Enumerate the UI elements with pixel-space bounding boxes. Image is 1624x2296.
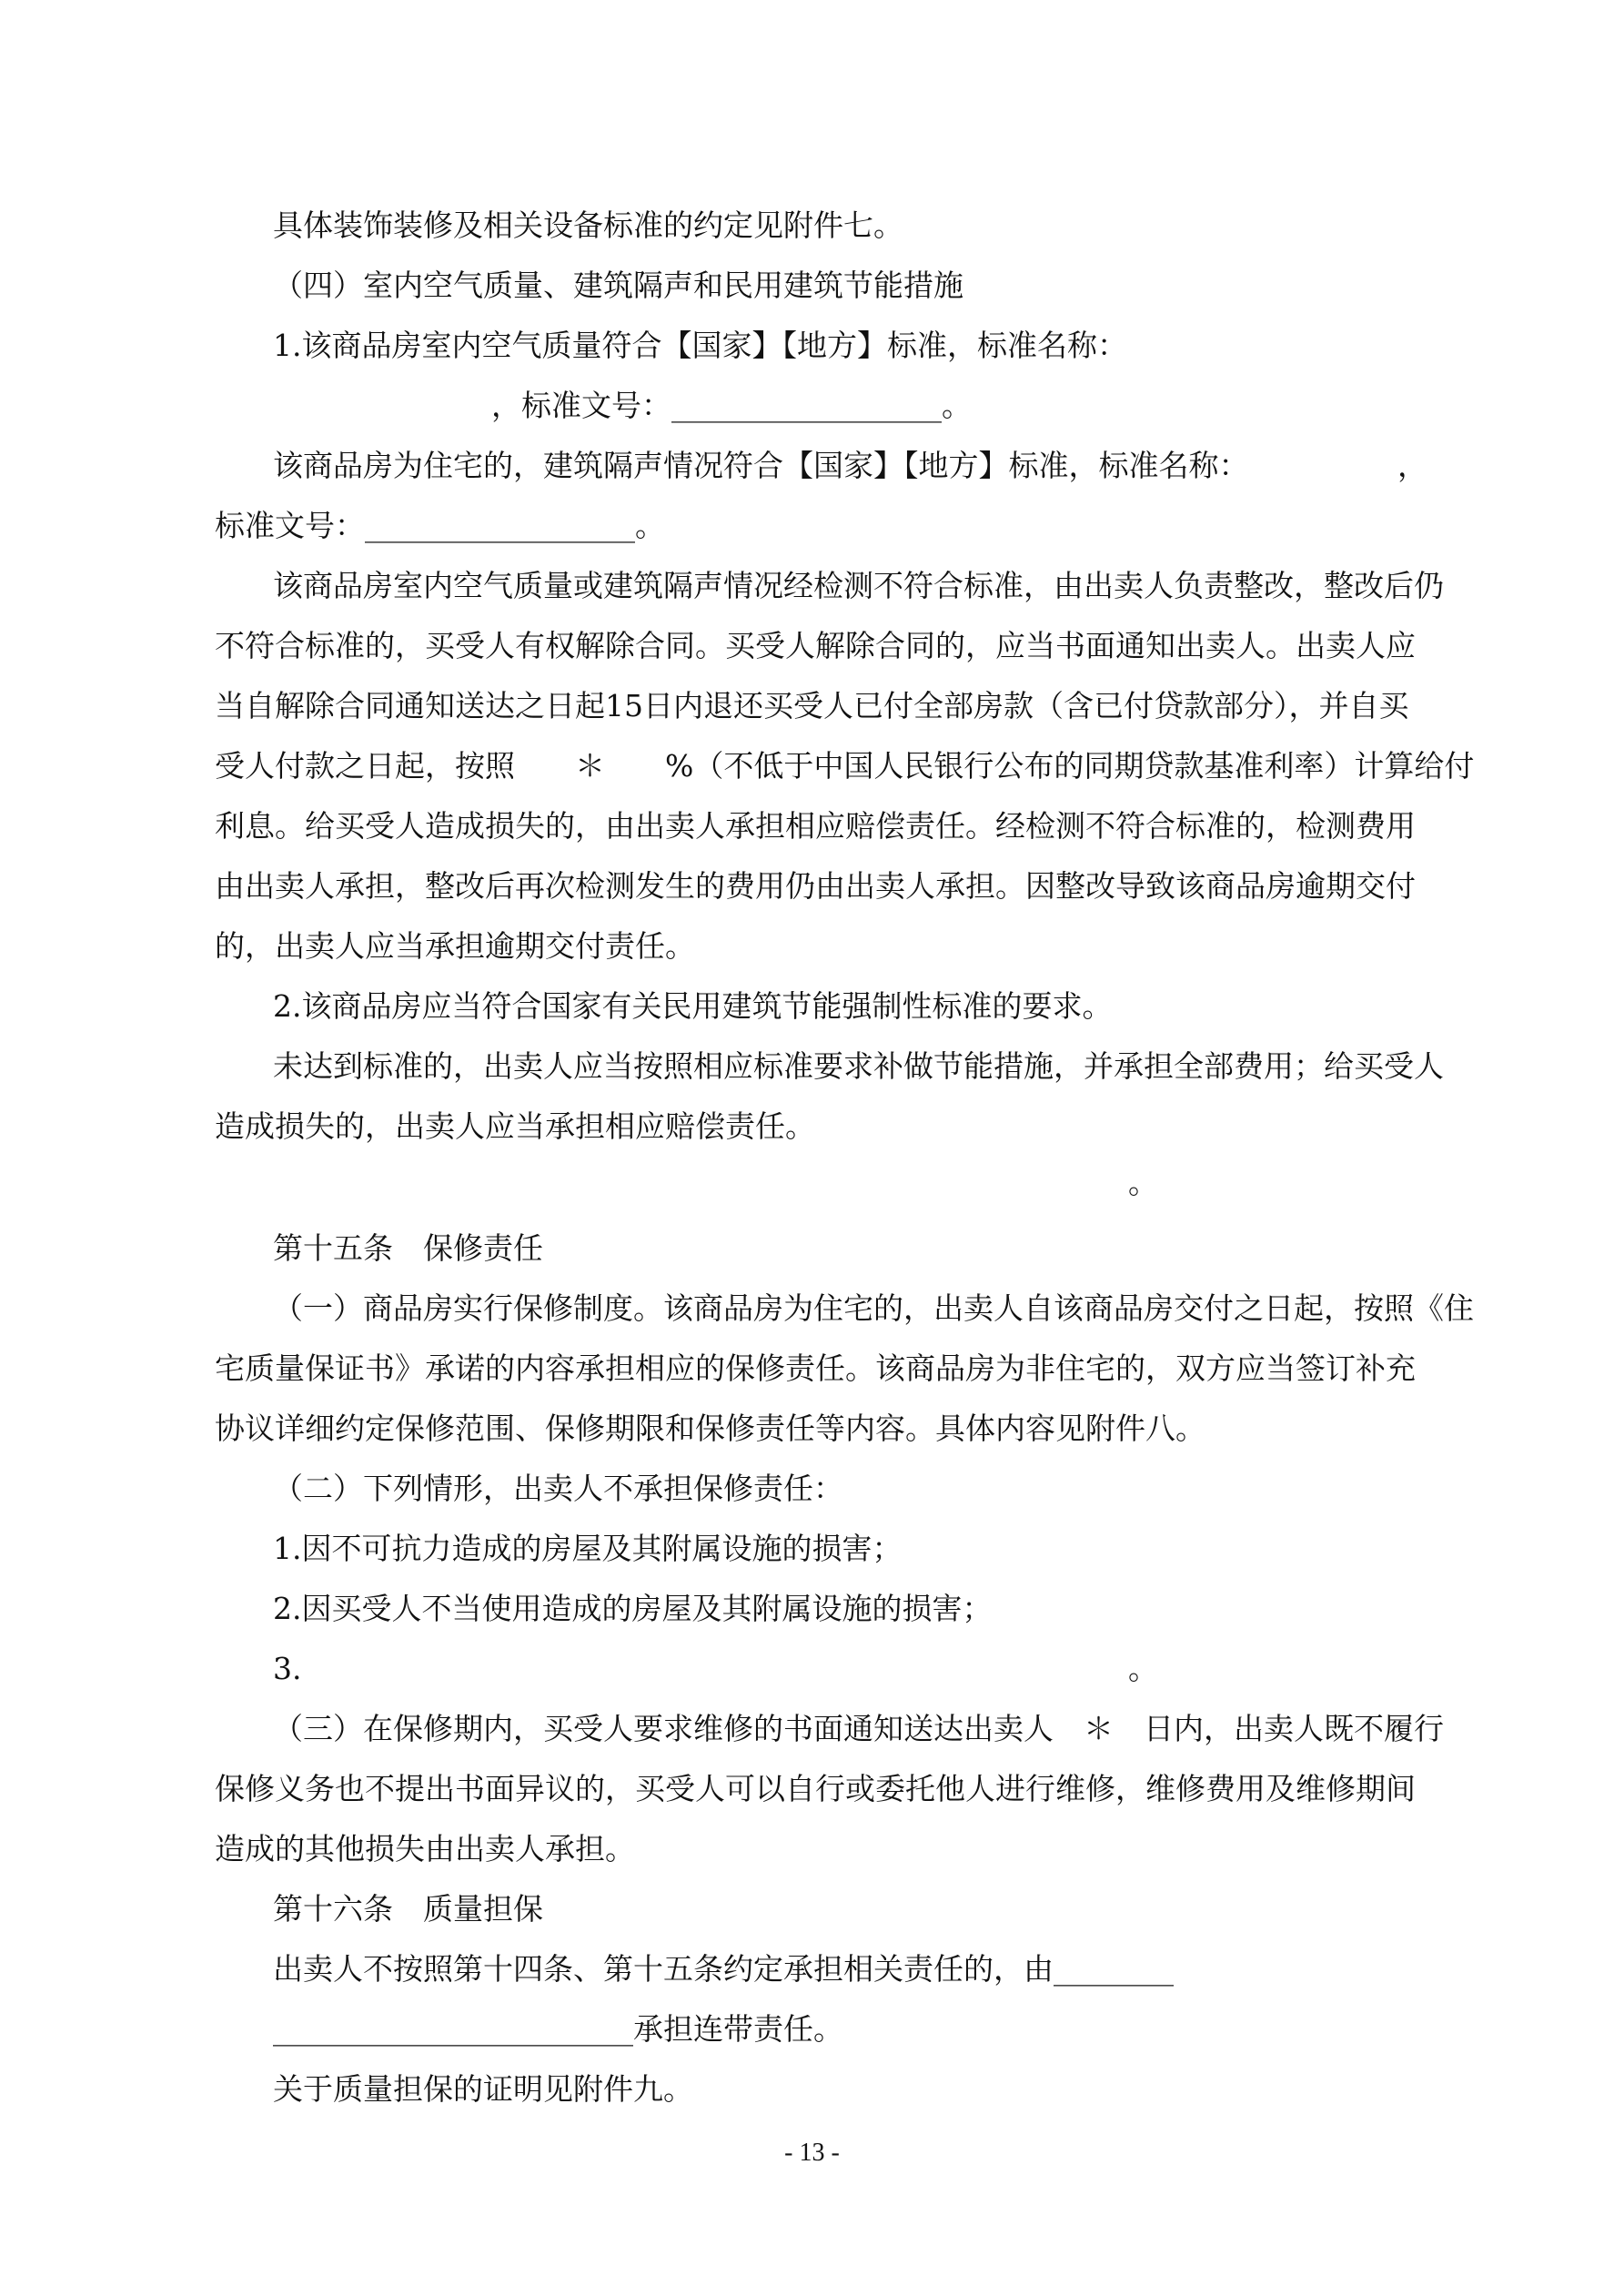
paragraph-line: 造成的其他损失由出卖人承担。 (215, 1831, 635, 1866)
line-standard-number-1: ，标准文号：__________________。 (491, 388, 972, 423)
paragraph-line: 出卖人不按照第十四条、第十五条约定承担相关责任的，由________ (273, 1951, 1174, 1987)
clause-air-quality: 1.该商品房室内空气质量符合【国家】【地方】标准，标准名称： (273, 328, 1127, 363)
list-item: 2.因买受人不当使用造成的房屋及其附属设施的损害； (273, 1591, 993, 1626)
paragraph-line: 的，出卖人应当承担逾期交付责任。 (215, 928, 695, 964)
paragraph-line: 受人付款之日起，按照 ＊ %（不低于中国人民银行公布的同期贷款基准利率）计算给付 (215, 748, 1475, 784)
paragraph-line: 由出卖人承担，整改后再次检测发生的费用仍由出卖人承担。因整改导致该商品房逾期交付 (215, 868, 1416, 904)
clause-energy-saving: 2.该商品房应当符合国家有关民用建筑节能强制性标准的要求。 (273, 988, 1113, 1024)
paragraph-line: 未达到标准的，出卖人应当按照相应标准要求补做节能措施，并承担全部费用；给买受人 (273, 1048, 1444, 1084)
section-heading-2: （二）下列情形，出卖人不承担保修责任： (273, 1471, 843, 1506)
blank-line-period: 。 (1128, 1165, 1158, 1200)
paragraph-line: 利息。给买受人造成损失的，由出卖人承担相应赔偿责任。经检测不符合标准的，检测费用 (215, 808, 1416, 844)
trailing-comma: ， (1397, 448, 1427, 483)
paragraph-line: ________________________承担连带责任。 (273, 2011, 843, 2047)
article-15-heading: 第十五条 保修责任 (273, 1230, 543, 1266)
list-item: 1.因不可抗力造成的房屋及其附属设施的损害； (273, 1531, 903, 1566)
paragraph-line: 保修义务也不提出书面异议的，买受人可以自行或委托他人进行维修，维修费用及维修期间 (215, 1771, 1416, 1806)
paragraph-line: 该商品房室内空气质量或建筑隔声情况经检测不符合标准，由出卖人负责整改，整改后仍 (273, 568, 1444, 603)
paragraph-line: 当自解除合同通知送达之日起15日内退还买受人已付全部房款（含已付贷款部分），并自买 (215, 688, 1409, 723)
paragraph-line: 不符合标准的，买受人有权解除合同。买受人解除合同的，应当书面通知出卖人。出卖人应 (215, 628, 1416, 663)
line-attachment-7: 具体装饰装修及相关设备标准的约定见附件七。 (273, 207, 903, 243)
paragraph-line: 造成损失的，出卖人应当承担相应赔偿责任。 (215, 1108, 815, 1144)
paragraph-line: 宅质量保证书》承诺的内容承担相应的保修责任。该商品房为非住宅的，双方应当签订补充 (215, 1350, 1416, 1386)
paragraph-line: 关于质量担保的证明见附件九。 (273, 2071, 693, 2107)
article-16-heading: 第十六条 质量担保 (273, 1891, 543, 1927)
paragraph-line: 协议详细约定保修范围、保修期限和保修责任等内容。具体内容见附件八。 (215, 1411, 1205, 1446)
section-heading-4: （四）室内空气质量、建筑隔声和民用建筑节能措施 (273, 268, 963, 303)
paragraph-line: （三）在保修期内，买受人要求维修的书面通知送达出卖人 ＊ 日内，出卖人既不履行 (273, 1711, 1444, 1746)
clause-sound-insulation: 该商品房为住宅的，建筑隔声情况符合【国家】【地方】标准，标准名称： (273, 448, 1249, 483)
paragraph-line: （一）商品房实行保修制度。该商品房为住宅的，出卖人自该商品房交付之日起，按照《住 (273, 1290, 1474, 1326)
blank-line-period: 。 (1128, 1651, 1158, 1686)
list-item: 3. (273, 1651, 302, 1686)
line-standard-number-2: 标准文号：__________________。 (215, 508, 665, 543)
page-number: - 13 - (784, 2139, 840, 2167)
